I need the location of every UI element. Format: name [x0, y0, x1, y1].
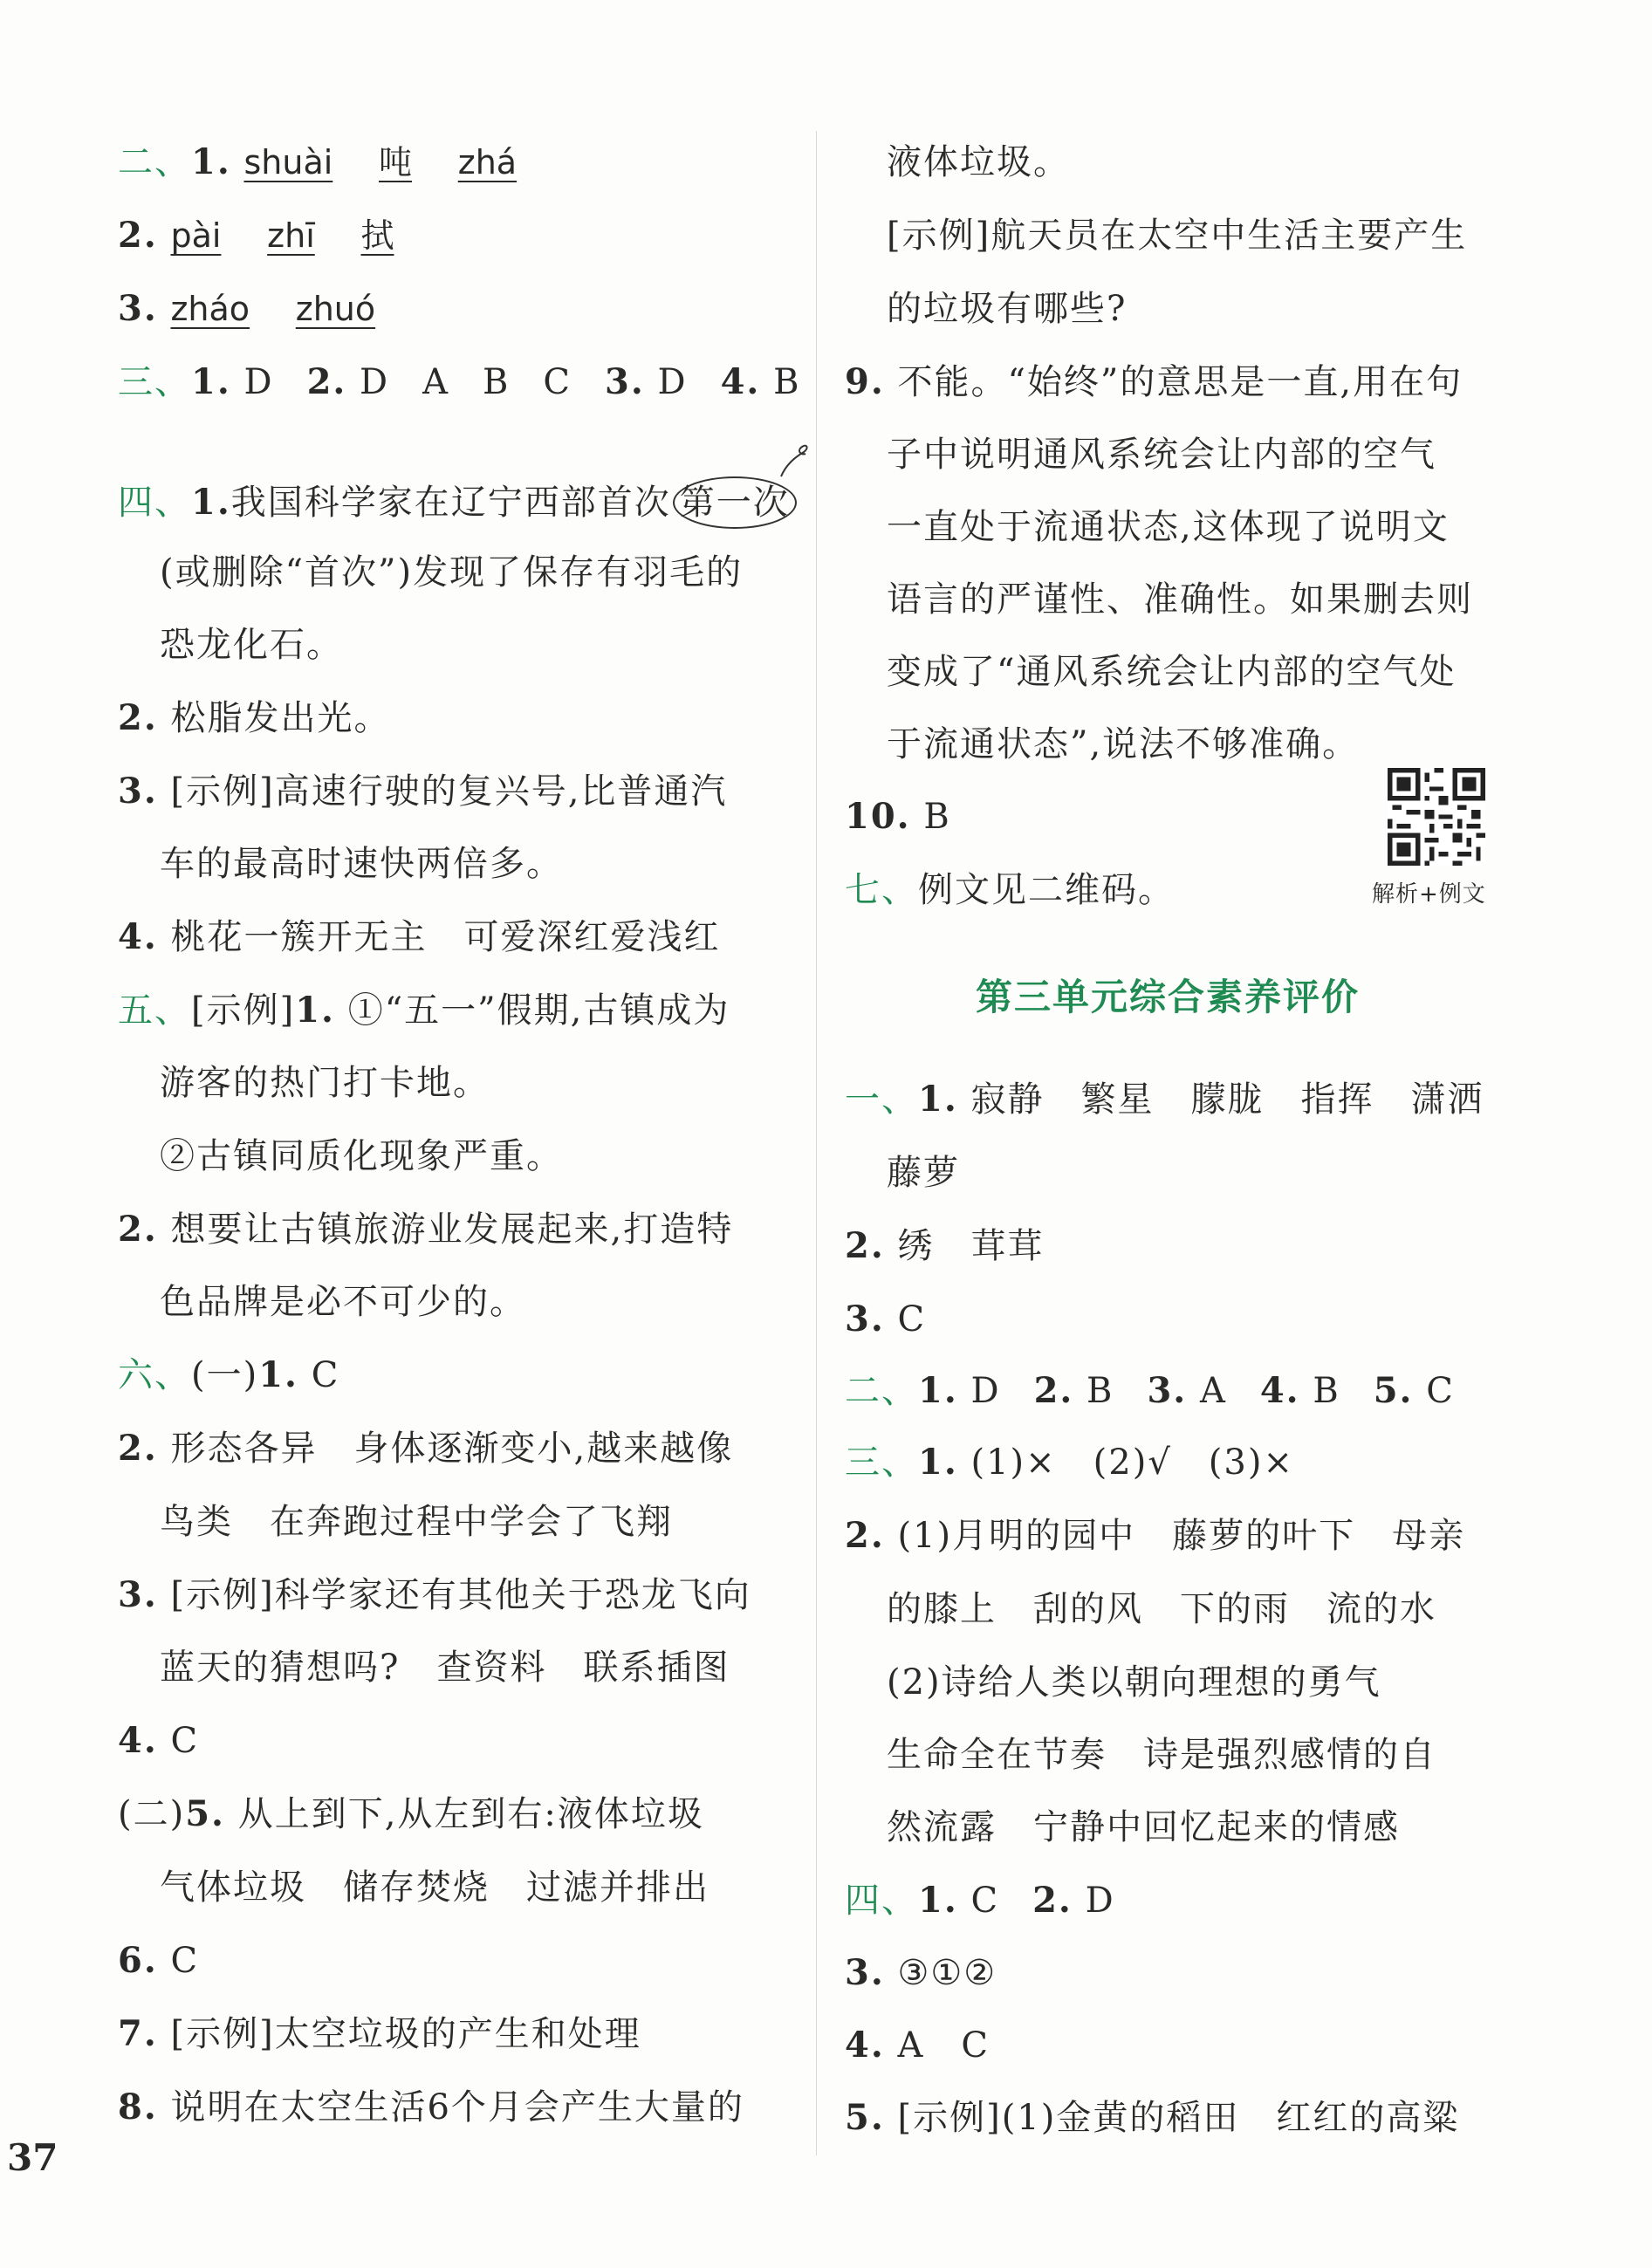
choice-answer: B: [483, 362, 511, 402]
answer-line: [118, 1351, 339, 1400]
answer-text: 例文见二维码。: [918, 870, 1175, 910]
answer-line: [118, 1716, 199, 1765]
answer-text: (1)月明的园中 藤萝的叶下 母亲: [897, 1516, 1466, 1556]
answer-text: 气体垃圾 储存焚烧 过滤并排出: [160, 1867, 709, 1908]
item-number: 3.: [1147, 1370, 1188, 1411]
answer-line: [845, 792, 951, 841]
answer-text: 桃花一簇开无主 可爱深红爱浅红: [170, 917, 721, 957]
choice-answer: C: [970, 1881, 1000, 1921]
answer-text: ①“五一”假期,古镇成为: [347, 990, 730, 1031]
choice-answer: D: [970, 1371, 1001, 1411]
item-number: 2.: [118, 697, 158, 738]
answer-line: [887, 138, 1070, 187]
answer-text: 一直处于流通状态,这体现了说明文: [887, 507, 1450, 547]
answer-text: [示例]航天员在太空中生活主要产生: [887, 216, 1468, 256]
answer-line: [845, 2093, 1459, 2142]
answer-line: [118, 476, 797, 529]
choice-answer: B: [923, 797, 951, 837]
answer-line: [845, 1367, 1455, 1415]
answer-line: [845, 358, 1463, 407]
answer-line: [887, 1658, 1381, 1707]
item-number: 1.: [295, 990, 335, 1031]
answer-line: [160, 1132, 563, 1181]
answer-text: 恐龙化石。: [160, 625, 343, 665]
answer-line: [845, 1876, 1115, 1925]
answer-line: [887, 648, 1456, 696]
item-number: 3.: [118, 1574, 158, 1615]
answer-line: [160, 548, 743, 597]
item-number: 2.: [118, 1209, 158, 1250]
answer-text: 蓝天的猜想吗? 查资料 联系插图: [160, 1648, 730, 1688]
choice-answer: C: [543, 362, 572, 402]
answer-text: ③①②: [897, 1953, 997, 1993]
page-number: 37: [7, 2136, 58, 2179]
item-number: 3.: [845, 1298, 885, 1340]
answer-line: [118, 694, 390, 743]
answer-line: [887, 211, 1467, 260]
answer-text: 从上到下,从左到右:液体垃圾: [237, 1794, 704, 1834]
answer-text: 液体垃圾。: [887, 142, 1070, 182]
answer-text: 子中说明通风系统会让内部的空气: [887, 435, 1436, 475]
item-number: 2.: [118, 1428, 158, 1469]
item-number: 3.: [605, 361, 645, 402]
choice-answer: B: [1086, 1371, 1114, 1411]
answer-text: [示例]: [191, 990, 296, 1031]
answer-line: [118, 211, 394, 260]
choice-answer: C: [897, 1299, 927, 1340]
answer-line: [887, 1803, 1400, 1852]
item-number: 2.: [845, 1515, 885, 1556]
item-number: 1.: [191, 482, 231, 523]
answer-text: 想要让古镇旅游业发展起来,打造特: [170, 1209, 734, 1250]
answer-text: 松脂发出光。: [170, 698, 391, 738]
item-number: 1.: [918, 1079, 958, 1120]
answer-line: [887, 1148, 960, 1197]
item-number: 8.: [118, 2086, 158, 2128]
pinyin-answer: 吨: [379, 143, 413, 182]
pinyin-answer: pài: [170, 216, 222, 255]
answer-line: [118, 2010, 641, 2059]
answer-text: 车的最高时速快两倍多。: [160, 844, 563, 884]
item-number: 3.: [118, 288, 158, 329]
answer-line: [118, 1790, 704, 1839]
item-number: 4.: [118, 1720, 158, 1761]
answer-line: [887, 1585, 1436, 1634]
section-label: 六、: [118, 1355, 191, 1395]
answer-line: [845, 1295, 926, 1344]
answer-text: 说明在太空生活6个月会产生大量的: [170, 2087, 744, 2128]
section-label: 三、: [118, 362, 191, 402]
item-number: 1.: [191, 361, 231, 402]
answer-line: [118, 1571, 751, 1620]
choice-answer: C: [311, 1355, 340, 1395]
answer-line: [845, 1222, 1044, 1271]
answer-text: [示例]太空垃圾的产生和处理: [170, 2014, 641, 2054]
answer-line: [118, 138, 517, 187]
answer-line: [160, 1278, 526, 1326]
answer-text: [示例]高速行驶的复兴号,比普通汽: [170, 771, 728, 812]
answer-line: [887, 284, 1127, 333]
answer-text: [示例]科学家还有其他关于恐龙飞向: [170, 1575, 751, 1615]
pinyin-answer: zhá: [457, 143, 518, 182]
pinyin-answer: zhuó: [295, 290, 376, 328]
insertion-curl-icon: [778, 443, 811, 478]
pinyin-answer: shuài: [243, 143, 333, 182]
answer-line: [118, 1424, 733, 1473]
answer-line: [845, 1949, 997, 1997]
pinyin-answer: zháo: [170, 290, 250, 328]
answer-text: 的垃圾有哪些?: [887, 289, 1128, 329]
answer-text: 绣 茸茸: [897, 1226, 1045, 1266]
answer-line: [118, 986, 730, 1035]
answer-text: 于流通状态”,说法不够准确。: [887, 724, 1360, 764]
pinyin-answer: zhī: [267, 216, 315, 255]
item-number: 2.: [1032, 1880, 1073, 1921]
qr-caption: 解析+例文: [1372, 881, 1486, 908]
choice-answer: D: [360, 362, 390, 402]
answer-line: [887, 1730, 1436, 1779]
answer-text: [示例](1)金黄的稻田 红红的高粱: [897, 2098, 1460, 2138]
item-number: 5.: [845, 2097, 885, 2138]
answer-text: (或删除“首次”)发现了保存有羽毛的: [160, 552, 744, 593]
section-label: 二、: [845, 1371, 918, 1411]
choice-answer: A C: [897, 2025, 990, 2066]
choice-answer: C: [170, 1941, 200, 1981]
answer-line: [845, 1075, 1484, 1124]
answer-line: [887, 575, 1473, 624]
answer-line: [160, 1059, 490, 1107]
section-label: 四、: [845, 1881, 918, 1921]
section-title: 第三单元综合素养评价: [976, 976, 1361, 1018]
item-number: 1.: [918, 1442, 958, 1483]
answer-line: [118, 913, 720, 962]
choice-answer: B: [1313, 1371, 1340, 1411]
item-number: 10.: [845, 796, 911, 837]
item-number: 7.: [118, 2013, 158, 2054]
answer-text: 游客的热门打卡地。: [160, 1063, 490, 1103]
answer-line: [845, 1511, 1465, 1560]
subsection-label: (一): [191, 1355, 259, 1395]
answer-line: [118, 2083, 744, 2132]
answer-line: [845, 866, 1175, 915]
choice-answer: B: [773, 362, 801, 402]
item-number: 2.: [118, 215, 158, 256]
insertion-mark: [673, 476, 797, 529]
choice-answer: A: [422, 362, 450, 402]
item-number: 1.: [918, 1370, 958, 1411]
item-number: 3.: [118, 771, 158, 812]
section-label: 二、: [118, 142, 191, 182]
item-number: 2.: [306, 361, 347, 402]
item-number: 5.: [1373, 1370, 1414, 1411]
subsection-label: (二): [118, 1794, 186, 1834]
section-label: 四、: [118, 483, 191, 523]
answer-text: 我国科学家在辽宁西部首次: [230, 483, 671, 523]
item-number: 2.: [1033, 1370, 1074, 1411]
answer-text: 语言的严谨性、准确性。如果删去则: [887, 579, 1473, 620]
item-number: 4.: [720, 361, 761, 402]
choice-answer: C: [1426, 1371, 1455, 1411]
item-number: 1.: [258, 1354, 298, 1395]
answer-line: [118, 1936, 199, 1985]
answer-text: 色品牌是必不可少的。: [160, 1282, 526, 1322]
item-number: 5.: [185, 1793, 225, 1834]
answer-text: (1)× (2)√ (3)×: [970, 1442, 1294, 1483]
answer-line: [887, 430, 1436, 479]
answer-line: [160, 1863, 709, 1912]
choice-answer: A: [1199, 1371, 1227, 1411]
answer-line: [845, 1438, 1294, 1487]
answer-line: [118, 1205, 733, 1254]
answer-line: [887, 503, 1450, 552]
answer-text: 生命全在节奏 诗是强烈感情的自: [887, 1735, 1436, 1775]
answer-line: [118, 284, 375, 333]
section-label: 五、: [118, 990, 191, 1031]
pinyin-answer: 拭: [360, 216, 394, 255]
answer-line: [845, 2021, 990, 2070]
item-number: 2.: [845, 1225, 885, 1266]
item-number: 1.: [918, 1880, 958, 1921]
answer-text: 的膝上 刮的风 下的雨 流的水: [887, 1589, 1436, 1629]
answer-text: 形态各异 身体逐渐变小,越来越像: [170, 1429, 734, 1469]
choice-answer: D: [243, 362, 274, 402]
qr-code-icon[interactable]: [1388, 768, 1485, 866]
answer-line: [118, 358, 800, 407]
answer-line: [887, 720, 1359, 769]
item-number: 9.: [845, 361, 885, 402]
item-number: 1.: [191, 141, 231, 182]
answer-text: (2)诗给人类以朝向理想的勇气: [887, 1662, 1381, 1703]
item-number: 4.: [1259, 1370, 1300, 1411]
answer-line: [160, 839, 563, 888]
section-label: 一、: [845, 1079, 918, 1120]
answer-text: ②古镇同质化现象严重。: [160, 1136, 563, 1176]
item-number: 4.: [845, 2025, 885, 2066]
choice-answer: C: [170, 1721, 200, 1761]
answer-text: 不能。“始终”的意思是一直,用在句: [897, 362, 1463, 402]
answer-line: [118, 767, 727, 816]
section-label: 七、: [845, 870, 918, 910]
item-number: 3.: [845, 1952, 885, 1993]
column-divider: [816, 131, 817, 2155]
answer-text: 然流露 宁静中回忆起来的情感: [887, 1807, 1400, 1847]
answer-text: 变成了“通风系统会让内部的空气处: [887, 652, 1457, 692]
inserted-text: 第一次: [679, 483, 790, 523]
answer-line: [160, 1497, 673, 1546]
answer-text: 藤萝: [887, 1153, 960, 1193]
choice-answer: D: [657, 362, 688, 402]
answer-text: 寂静 繁星 朦胧 指挥 潇洒: [970, 1079, 1484, 1120]
section-label: 三、: [845, 1442, 918, 1483]
choice-answer: D: [1085, 1881, 1115, 1921]
answer-line: [160, 620, 343, 669]
answer-line: [160, 1643, 730, 1692]
item-number: 6.: [118, 1940, 158, 1981]
item-number: 4.: [118, 916, 158, 957]
answer-text: 鸟类 在奔跑过程中学会了飞翔: [160, 1502, 673, 1542]
